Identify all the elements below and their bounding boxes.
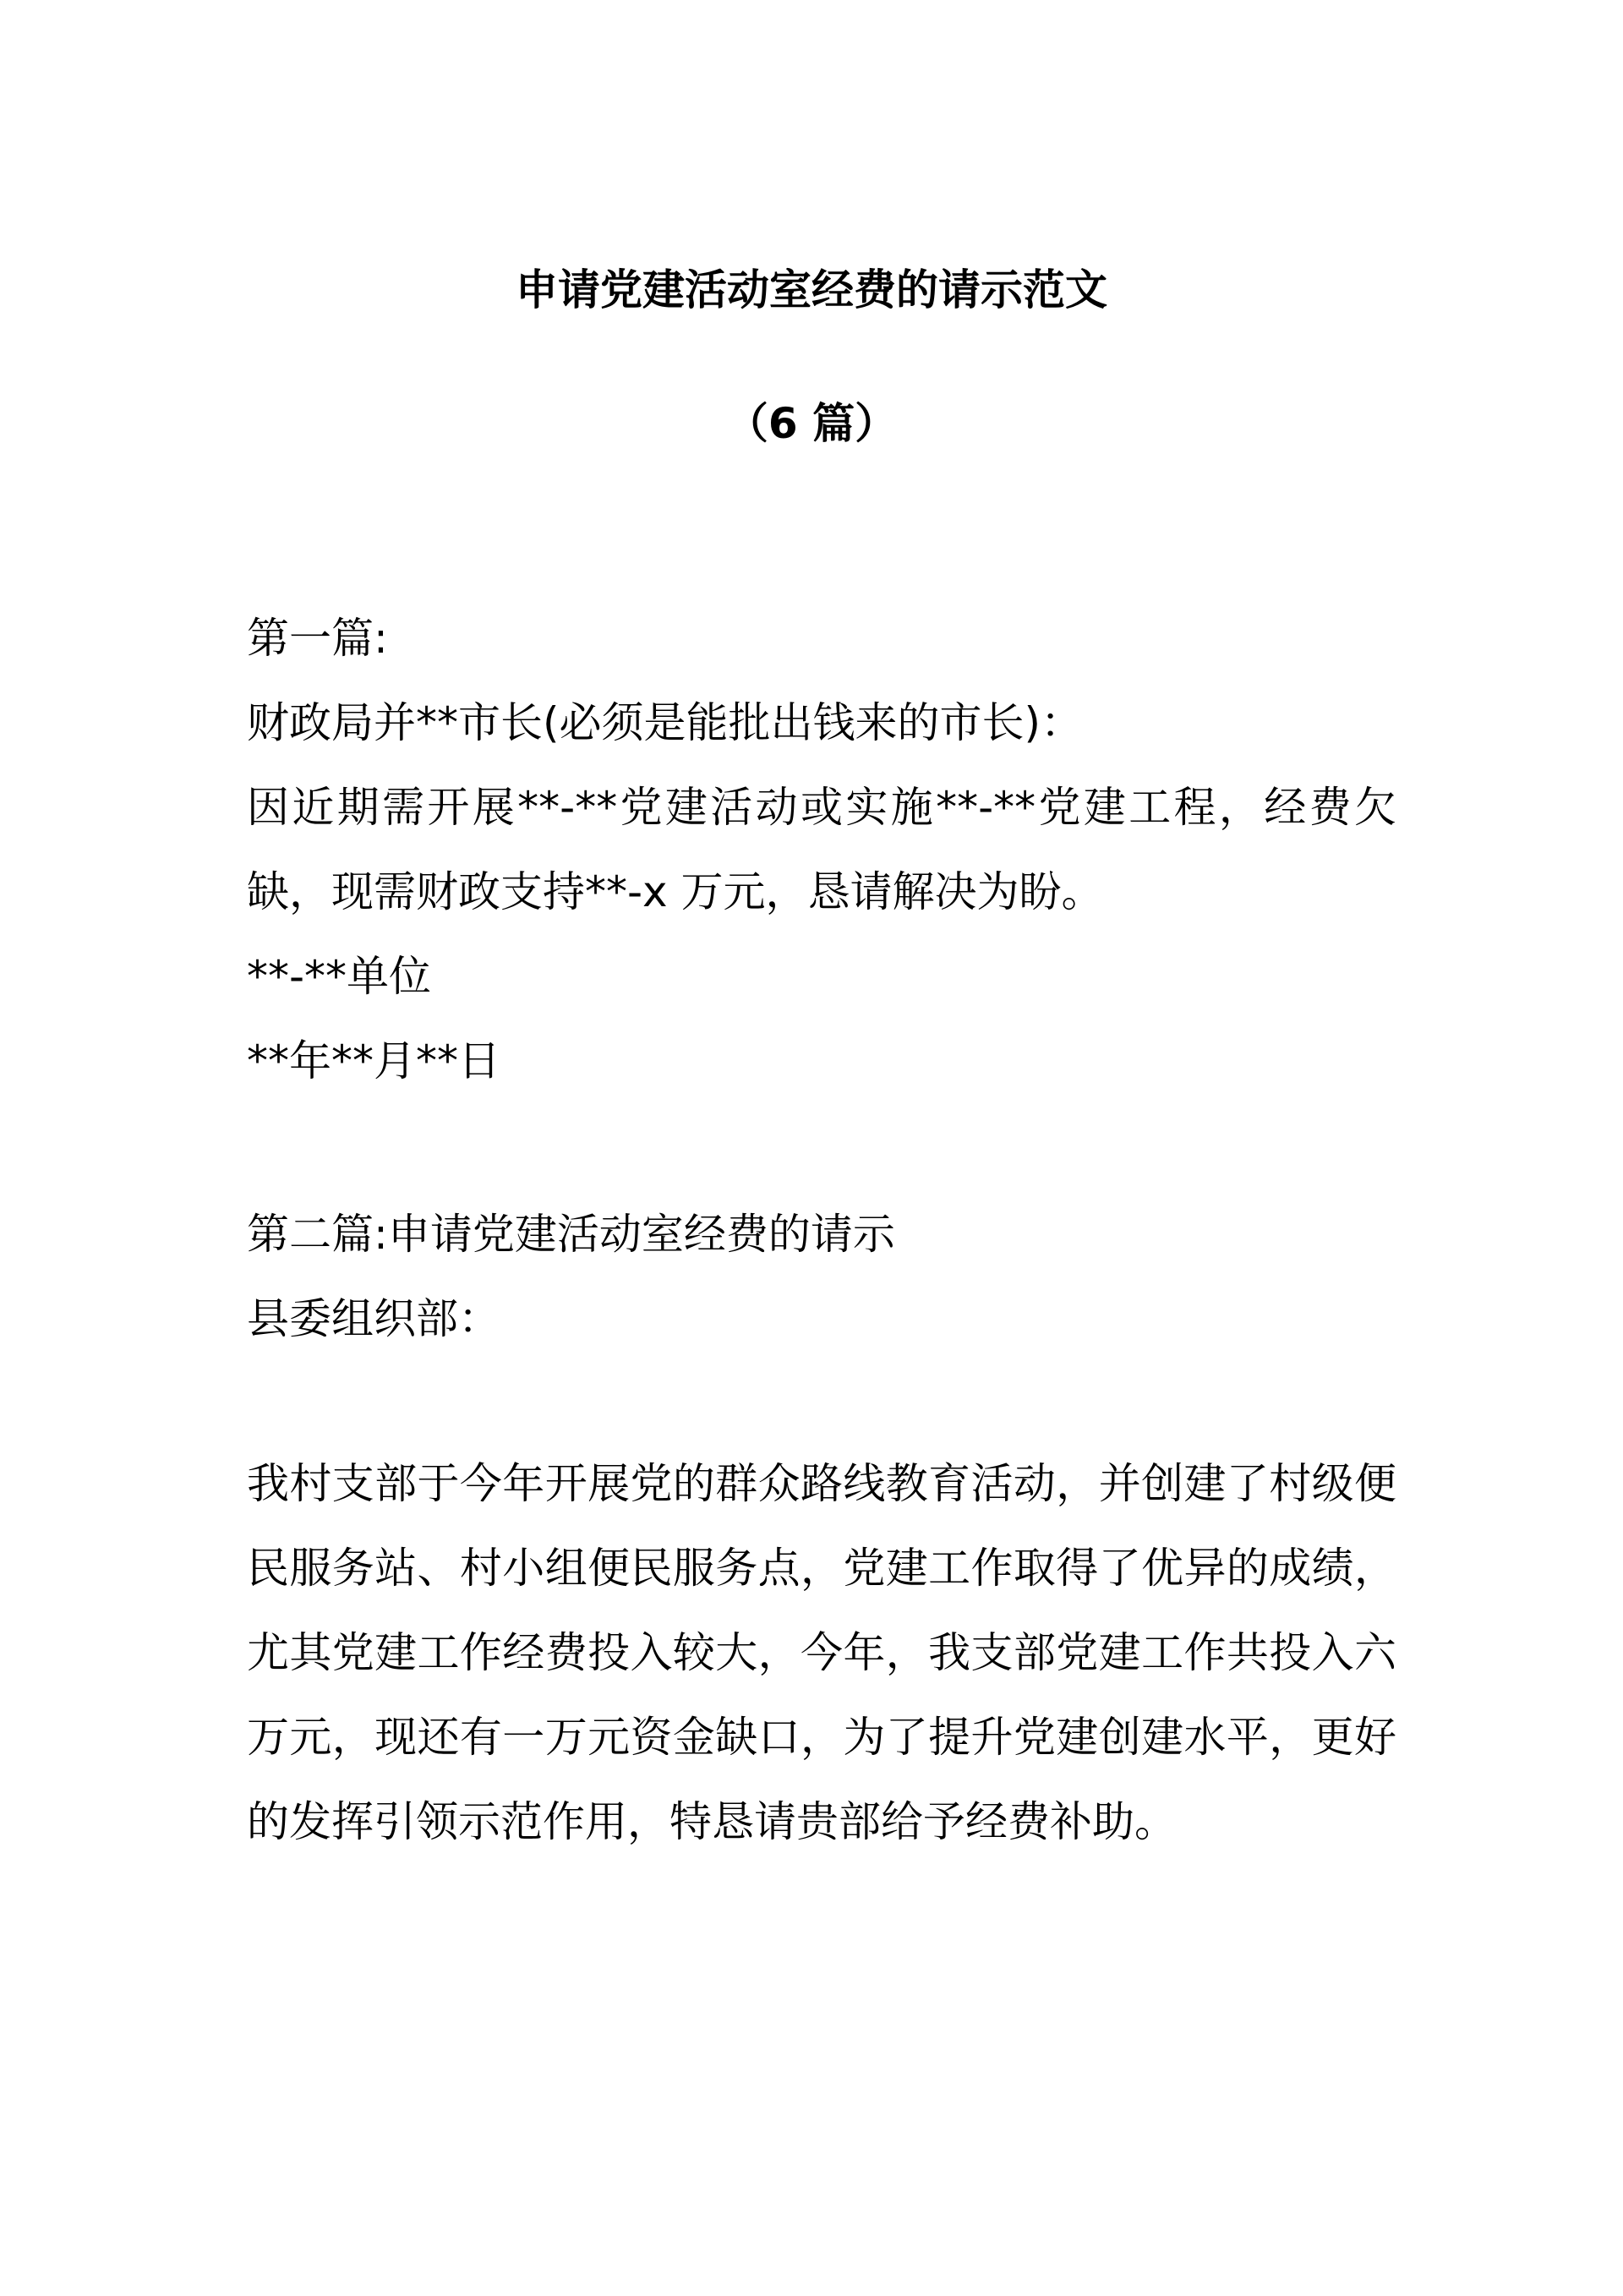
article-2-body-block	[247, 1441, 1396, 1864]
article-1-signature-unit: **-**单位	[247, 952, 432, 1001]
document-subtitle: （6 篇）	[725, 399, 898, 448]
article-1-addressee: 财政局并**市长(必须是能批出钱来的市长)：	[247, 698, 1084, 747]
article-2-header	[247, 1192, 1396, 1361]
article-1	[247, 596, 1396, 1103]
document-title: 申请党建活动室经费的请示范文	[516, 265, 1107, 314]
article-1-date: **年**月**日	[247, 1036, 500, 1085]
article-2-heading: 第二篇:申请党建活动室经费的请示	[247, 1210, 895, 1259]
article-1-body: 因近期需开展**-**党建活动或实施**-**党建工程，经费欠缺，现需财政支持**-x 万元，恳请解决为盼。	[247, 783, 1396, 916]
article-2-body: 我村支部于今年开展党的群众路线教育活动，并创建了村级便民服务站、村小组便民服务点，党建工作取得了优异的成绩，尤其党建工作经费投入较大，今年，我支部党建工作共投入六万元，现还有一万元资金缺口，为了提升党建创建水平，更好的发挥引领示范作用，特恳请贵部给予经费补助。	[247, 1459, 1396, 1846]
article-2-addressee: 县委组织部：	[247, 1294, 500, 1343]
article-1-heading: 第一篇:	[247, 614, 388, 663]
